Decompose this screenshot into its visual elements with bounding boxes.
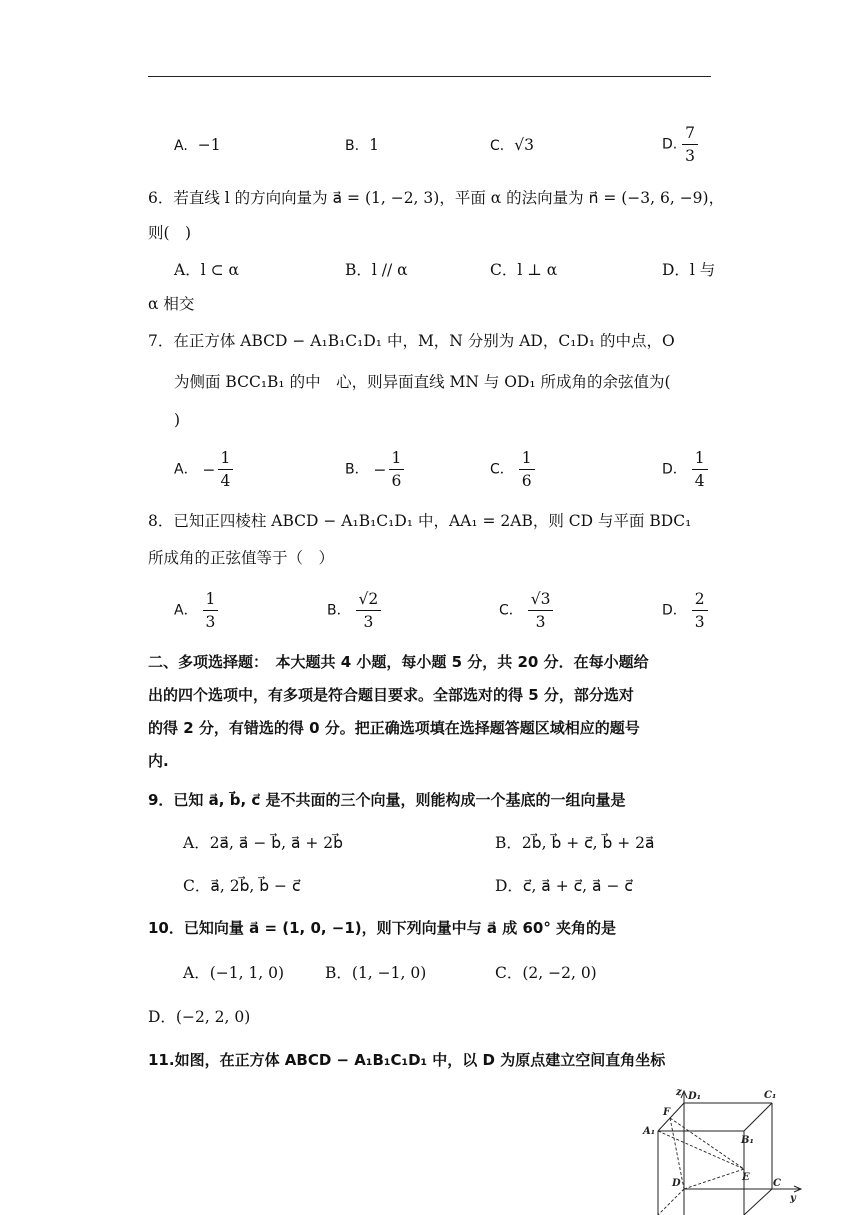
- header-rule: [148, 76, 711, 77]
- q10-stem: 10．已知向量 a⃗ = (1, 0, −1)，则下列向量中与 a⃗ 成 60° 夹角的是: [148, 919, 617, 937]
- section2-line4: 内.: [148, 752, 169, 770]
- q8-option-b: B． $\frac{√2}{3}$: [327, 588, 381, 633]
- q10-option-b: B．(1, −1, 0): [325, 964, 427, 982]
- q8-stem-line1: 8．已知正四棱柱 ABCD − A₁B₁C₁D₁ 中，AA₁ = 2AB，则 CD 与平面 BDC₁: [148, 512, 692, 530]
- q9-option-a: A．2a⃗, a⃗ − b⃗, a⃗ + 2b⃗: [183, 834, 343, 852]
- edge-b1-c1: [744, 1103, 772, 1131]
- q10-option-a: A．(−1, 1, 0): [183, 964, 285, 982]
- q8-option-d: D． $\frac{2}{3}$: [662, 588, 708, 633]
- label-c1: C₁: [764, 1090, 777, 1101]
- q7-option-a: A． − $\frac{1}{4}$: [174, 447, 233, 492]
- q7-option-c: C． $\frac{1}{6}$: [490, 447, 535, 492]
- q7-stem-line1: 7．在正方体 ABCD − A₁B₁C₁D₁ 中，M，N 分别为 AD，C₁D₁ 的中点，O: [148, 332, 675, 350]
- segment-d-e: [684, 1169, 744, 1189]
- label-e: E: [742, 1172, 750, 1183]
- label-c: C: [773, 1178, 781, 1189]
- q5-option-a: A. −1: [174, 136, 221, 154]
- q8-option-c-fraction: $\frac{√3}{3}$: [528, 588, 554, 633]
- section2-line2: 出的四个选项中，有多项是符合题目要求。全部选对的得 5 分，部分选对: [148, 686, 634, 704]
- q5-option-d: D. $\frac{7}{3}$: [662, 122, 698, 167]
- q9-stem: 9．已知 a⃗, b⃗, c⃗ 是不共面的三个向量，则能构成一个基底的一组向量是: [148, 791, 626, 809]
- q7-option-d-fraction: $\frac{1}{4}$: [692, 447, 708, 492]
- label-b1: B₁: [741, 1135, 754, 1146]
- q6-option-b: B．l // α: [345, 261, 408, 279]
- q8-option-c: C． $\frac{√3}{3}$: [499, 588, 553, 633]
- label-d1: D₁: [688, 1091, 702, 1102]
- q6-option-d-continued: α 相交: [148, 295, 195, 313]
- label-z: z: [676, 1087, 682, 1098]
- q11-stem: 11.如图，在正方体 ABCD − A₁B₁C₁D₁ 中，以 D 为原点建立空间直角坐标: [148, 1051, 666, 1069]
- q6-stem-line1: 6．若直线 l 的方向向量为 a⃗ = (1, −2, 3)，平面 α 的法向量为 n⃗ = (−3, 6, −9)，: [148, 189, 725, 207]
- q8-option-a-fraction: $\frac{1}{3}$: [203, 588, 219, 633]
- section2-line3: 的得 2 分，有错选的得 0 分。把正确选项填在选择题答题区域相应的题号: [148, 719, 640, 737]
- edge-c-b: [744, 1189, 772, 1215]
- edge-a1-d1: [658, 1103, 684, 1131]
- label-a1: A₁: [643, 1126, 656, 1137]
- hidden-edge-d-a: [658, 1189, 684, 1215]
- q6-stem-line2: 则( ): [148, 224, 192, 242]
- q10-option-d: D．(−2, 2, 0): [148, 1008, 251, 1026]
- q10-option-c: C．(2, −2, 0): [495, 964, 597, 982]
- q8-option-d-fraction: $\frac{2}{3}$: [692, 588, 708, 633]
- cube-figure: [640, 1085, 810, 1215]
- segment-a1-e: [658, 1131, 744, 1169]
- q8-stem-line2: 所成角的正弦值等于（ ）: [148, 549, 335, 567]
- q7-stem-line3: ): [174, 411, 181, 429]
- q7-option-c-fraction: $\frac{1}{6}$: [519, 447, 535, 492]
- segment-f-e: [670, 1118, 744, 1169]
- q9-option-d: D．c⃗, a⃗ + c⃗, a⃗ − c⃗: [495, 877, 633, 895]
- q8-option-b-fraction: $\frac{√2}{3}$: [356, 588, 382, 633]
- q9-option-b: B．2b⃗, b⃗ + c⃗, b⃗ + 2a⃗: [495, 834, 655, 852]
- q6-option-c: C．l ⊥ α: [490, 261, 558, 279]
- q7-option-d: D． $\frac{1}{4}$: [662, 447, 708, 492]
- label-y: y: [790, 1193, 796, 1204]
- section2-line1: 二、多项选择题： 本大题共 4 小题，每小题 5 分，共 20 分．在每小题给: [148, 653, 649, 671]
- q8-option-a: A． $\frac{1}{3}$: [174, 588, 218, 633]
- q5-option-c: C. √3: [490, 136, 534, 154]
- q7-option-b: B． − $\frac{1}{6}$: [345, 447, 404, 492]
- cube-diagram: [640, 1085, 810, 1215]
- label-f: F: [663, 1107, 671, 1118]
- q6-option-d: D．l 与: [662, 261, 716, 279]
- q5-option-d-fraction: $\frac{7}{3}$: [682, 122, 698, 167]
- q7-option-a-fraction: $\frac{1}{4}$: [218, 447, 234, 492]
- q7-option-b-fraction: $\frac{1}{6}$: [389, 447, 405, 492]
- label-d: D: [672, 1178, 681, 1189]
- q6-option-a: A．l ⊂ α: [174, 261, 239, 279]
- q9-option-c: C．a⃗, 2b⃗, b⃗ − c⃗: [183, 877, 301, 895]
- q5-option-b: B. 1: [345, 136, 379, 154]
- q7-stem-line2: 为侧面 BCC₁B₁ 的中 心，则异面直线 MN 与 OD₁ 所成角的余弦值为(: [174, 373, 671, 391]
